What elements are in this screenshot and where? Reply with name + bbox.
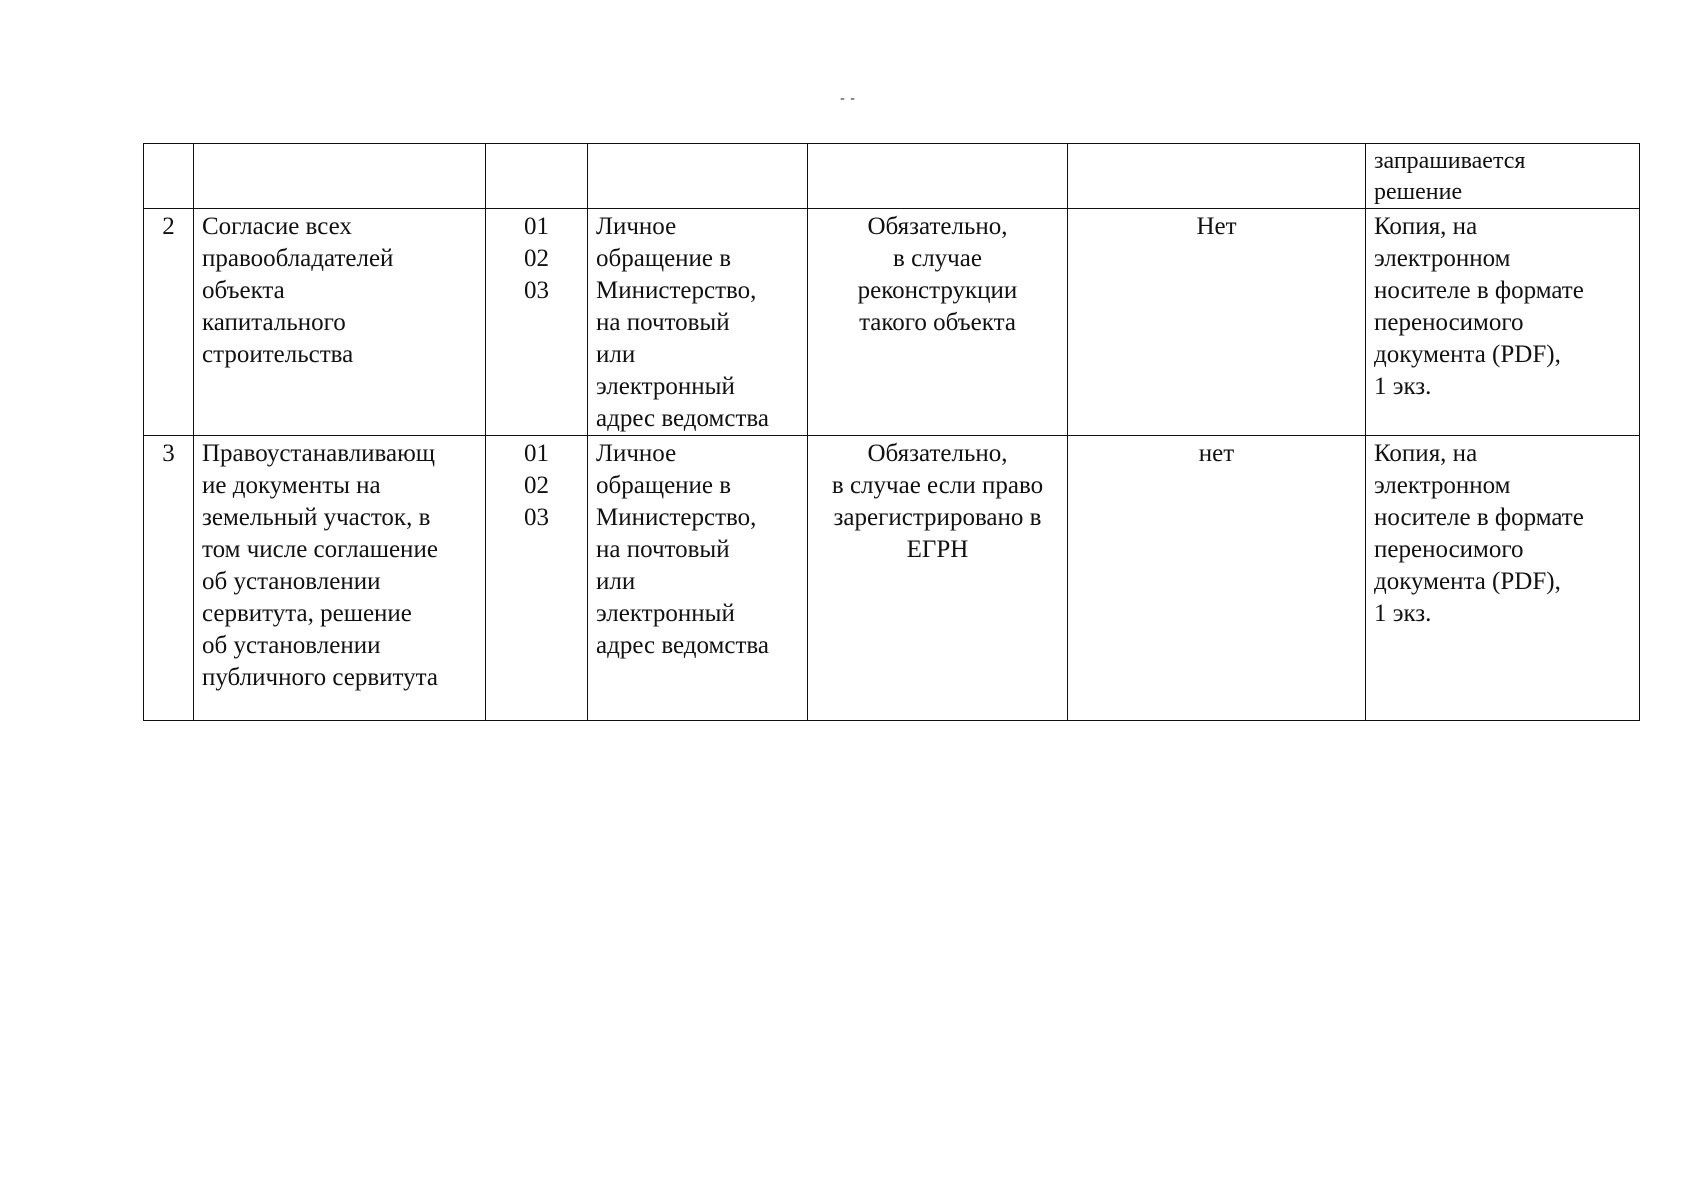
cell-form: запрашивается решение bbox=[1366, 144, 1640, 209]
documents-table bbox=[143, 143, 1640, 721]
table-row-continuation bbox=[144, 144, 1640, 209]
cell-num bbox=[144, 144, 194, 209]
cell-requirement: Обязательно, в случае реконструкции такого объекта bbox=[808, 209, 1068, 436]
cell-method: Личное обращение в Министерство, на почтовый или электронный адрес ведомства bbox=[588, 436, 808, 721]
cell-requirement: Обязательно, в случае если право зарегистрировано в ЕГРН bbox=[808, 436, 1068, 721]
cell-method bbox=[588, 144, 808, 209]
cell-num: 3 bbox=[144, 436, 194, 721]
cell-document: Согласие всех правообладателей объекта капитального строительства bbox=[194, 209, 486, 436]
page-number: - - bbox=[840, 91, 856, 106]
cell-document bbox=[194, 144, 486, 209]
cell-num: 2 bbox=[144, 209, 194, 436]
cell-requirement bbox=[808, 144, 1068, 209]
table-row bbox=[144, 209, 1640, 436]
cell-codes bbox=[486, 144, 588, 209]
cell-codes: 01 02 03 bbox=[486, 436, 588, 721]
table-row bbox=[144, 436, 1640, 721]
cell-alternative: Нет bbox=[1068, 209, 1366, 436]
cell-document: Правоустанавливающ ие документы на земельный участок, в том числе соглашение об установлении сервитута, решение об установлении публичного сервитута bbox=[194, 436, 486, 721]
cell-form: Копия, на электронном носителе в формате переносимого документа (PDF), 1 экз. bbox=[1366, 209, 1640, 436]
cell-alternative: нет bbox=[1068, 436, 1366, 721]
cell-codes: 01 02 03 bbox=[486, 209, 588, 436]
cell-method: Личное обращение в Министерство, на почтовый или электронный адрес ведомства bbox=[588, 209, 808, 436]
cell-form: Копия, на электронном носителе в формате переносимого документа (PDF), 1 экз. bbox=[1366, 436, 1640, 721]
cell-alternative bbox=[1068, 144, 1366, 209]
